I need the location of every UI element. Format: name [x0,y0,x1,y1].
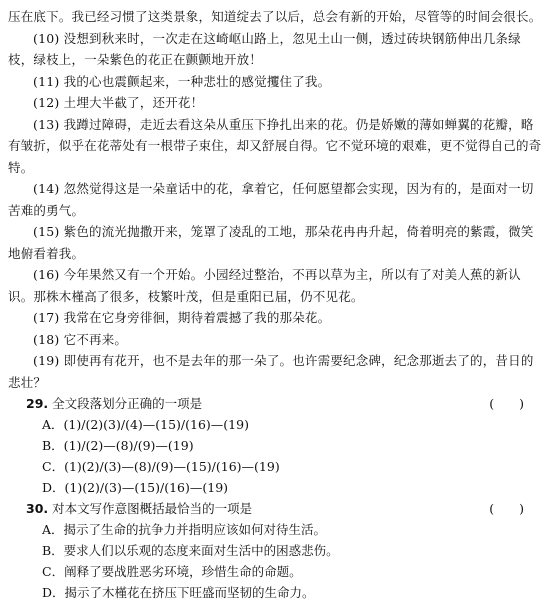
paragraph-12: (12) 土埋大半截了，还开花！ [33,95,204,110]
option-c: C．阐释了要战胜恶劣环境，珍惜生命的命题。 [42,564,302,579]
question-text: 全文段落划分正确的一项是 [52,396,203,411]
paragraph-11: (11) 我的心也震颤起来，一种悲壮的感觉攫住了我。 [33,73,331,89]
question-number: 30. [26,501,49,516]
paragraph-10: (10) 没想到秋来时，一次走在这崎岖山路上，忽见土山一侧，透过砖块钢筋伸出几条绿枝，绿枝上，一朵紫色的花正在颤颤地开放！ [8,30,521,67]
question-text: 对本文写作意图概括最恰当的一项是 [52,501,253,516]
option-a: A．揭示了生命的抗争力并指明应该如何对待生活。 [42,522,327,537]
question-stem [8,393,542,414]
paragraph-16: (16) 今年果然又有一个开始。小园经过整治，不再以草为主，所以有了对美人蕉的新认识。那株木槿高了很多，枝繁叶茂，但是重阳已届，仍不见花。 [8,267,521,304]
paragraph-19: (19) 即使再有花开，也不是去年的那一朵了。也许需要纪念碑，纪念那逝去了的，昔日的悲壮？ [8,353,534,390]
paragraph-18: (18) 它不再来。 [33,331,128,347]
option-d: D．揭示了木槿花在挤压下旺盛而坚韧的生命力。 [42,585,315,600]
option-a: A．(1)/(2)(3)/(4)—(15)/(16)—(19) [42,417,249,432]
paragraph-continuation: 压在底下。我已经习惯了这类景象，知道绽去了以后，总会有新的开始，尽管等的时间会很长。 [8,9,542,24]
reading-passage [8,6,542,393]
answer-blank[interactable]: ( ) [489,501,524,516]
option-c: C．(1)(2)/(3)—(8)/(9)—(15)/(16)—(19) [42,459,280,474]
paragraph-14: (14) 忽然觉得这是一朵童话中的花，拿着它，任何愿望都会实现，因为有的，是面对一切苦难的勇气。 [8,181,534,218]
option-d: D．(1)(2)/(3)—(15)/(16)—(19) [42,480,229,495]
answer-blank[interactable]: ( ) [489,396,524,411]
question-29 [8,393,542,498]
question-stem [8,498,542,519]
paragraph-17: (17) 我常在它身旁徘徊，期待着震撼了我的那朵花。 [33,310,331,325]
paragraph-13: (13) 我蹲过障碍，走近去看这朵从重压下挣扎出来的花。仍是娇嫩的薄如蝉翼的花瓣，略有皱折，似乎在花蒂处有一根带子束住，却又舒展自得。它不觉环境的艰难，更不觉得自己的奇特。 [8,116,542,175]
option-b: B．(1)/(2)—(8)/(9)—(19) [42,438,194,453]
option-b: B．要求人们以乐观的态度来面对生活中的困惑悲伤。 [42,543,339,558]
question-number: 29. [26,396,49,411]
paragraph-15: (15) 紫色的流光抛撒开来，笼罩了凌乱的工地，那朵花冉冉升起，倚着明亮的紫霞，微笑地俯看着我。 [8,224,534,261]
question-30 [8,498,542,603]
